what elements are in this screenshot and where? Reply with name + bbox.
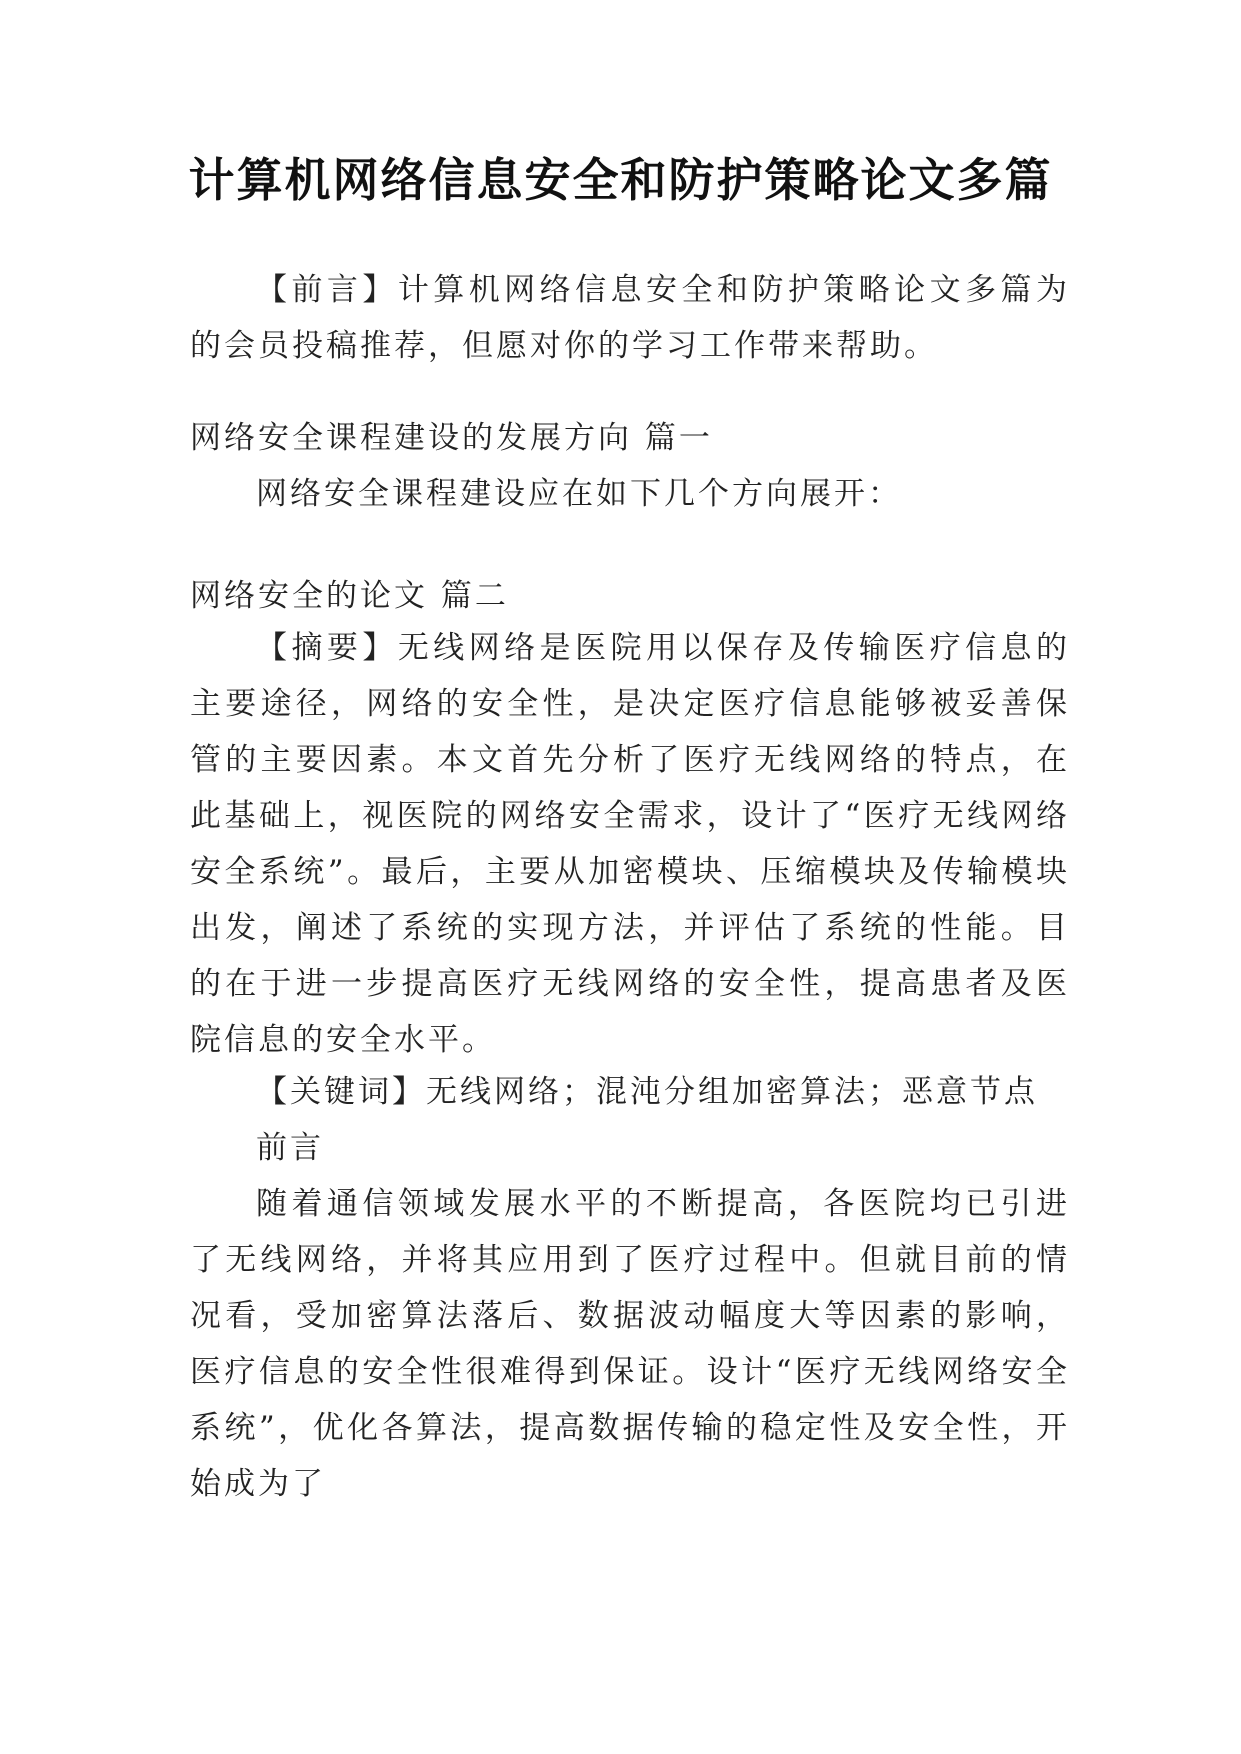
abstract-paragraph: 【摘要】无线网络是医院用以保存及传输医疗信息的主要途径，网络的安全性，是决定医疗信息能够被妥善保管的主要因素。本文首先分析了医疗无线网络的特点，在此基础上，视医院的网络安全需求，设计了“医疗无线网络安全系统”。最后，主要从加密模块、压缩模块及传输模块出发，阐述了系统的实现方法，并评估了系统的性能。目的在于进一步提高医疗无线网络的安全性，提高患者及医院信息的安全水平。: [190, 630, 1070, 1058]
body-paragraph: 随着通信领域发展水平的不断提高，各医院均已引进了无线网络，并将其应用到了医疗过程中。但就目前的情况看，受加密算法落后、数据波动幅度大等因素的影响，医疗信息的安全性很难得到保证。设计“医疗无线网络安全系统”，优化各算法，提高数据传输的稳定性及安全性，开始成为了: [190, 1186, 1070, 1502]
document-title: 计算机网络信息安全和防护策略论文多篇: [188, 153, 1053, 207]
preface-paragraph: 【前言】计算机网络信息安全和防护策略论文多篇为的会员投稿推荐，但愿对你的学习工作带来帮助。: [190, 272, 1070, 364]
section-two-heading: 网络安全的论文 篇二: [190, 578, 509, 614]
keywords-line: 【关键词】无线网络；混沌分组加密算法；恶意节点: [256, 1074, 1038, 1110]
section-one-heading: 网络安全课程建设的发展方向 篇一: [190, 420, 713, 456]
preface-subheading: 前言: [256, 1130, 324, 1166]
section-one-intro: 网络安全课程建设应在如下几个方向展开：: [256, 476, 902, 512]
